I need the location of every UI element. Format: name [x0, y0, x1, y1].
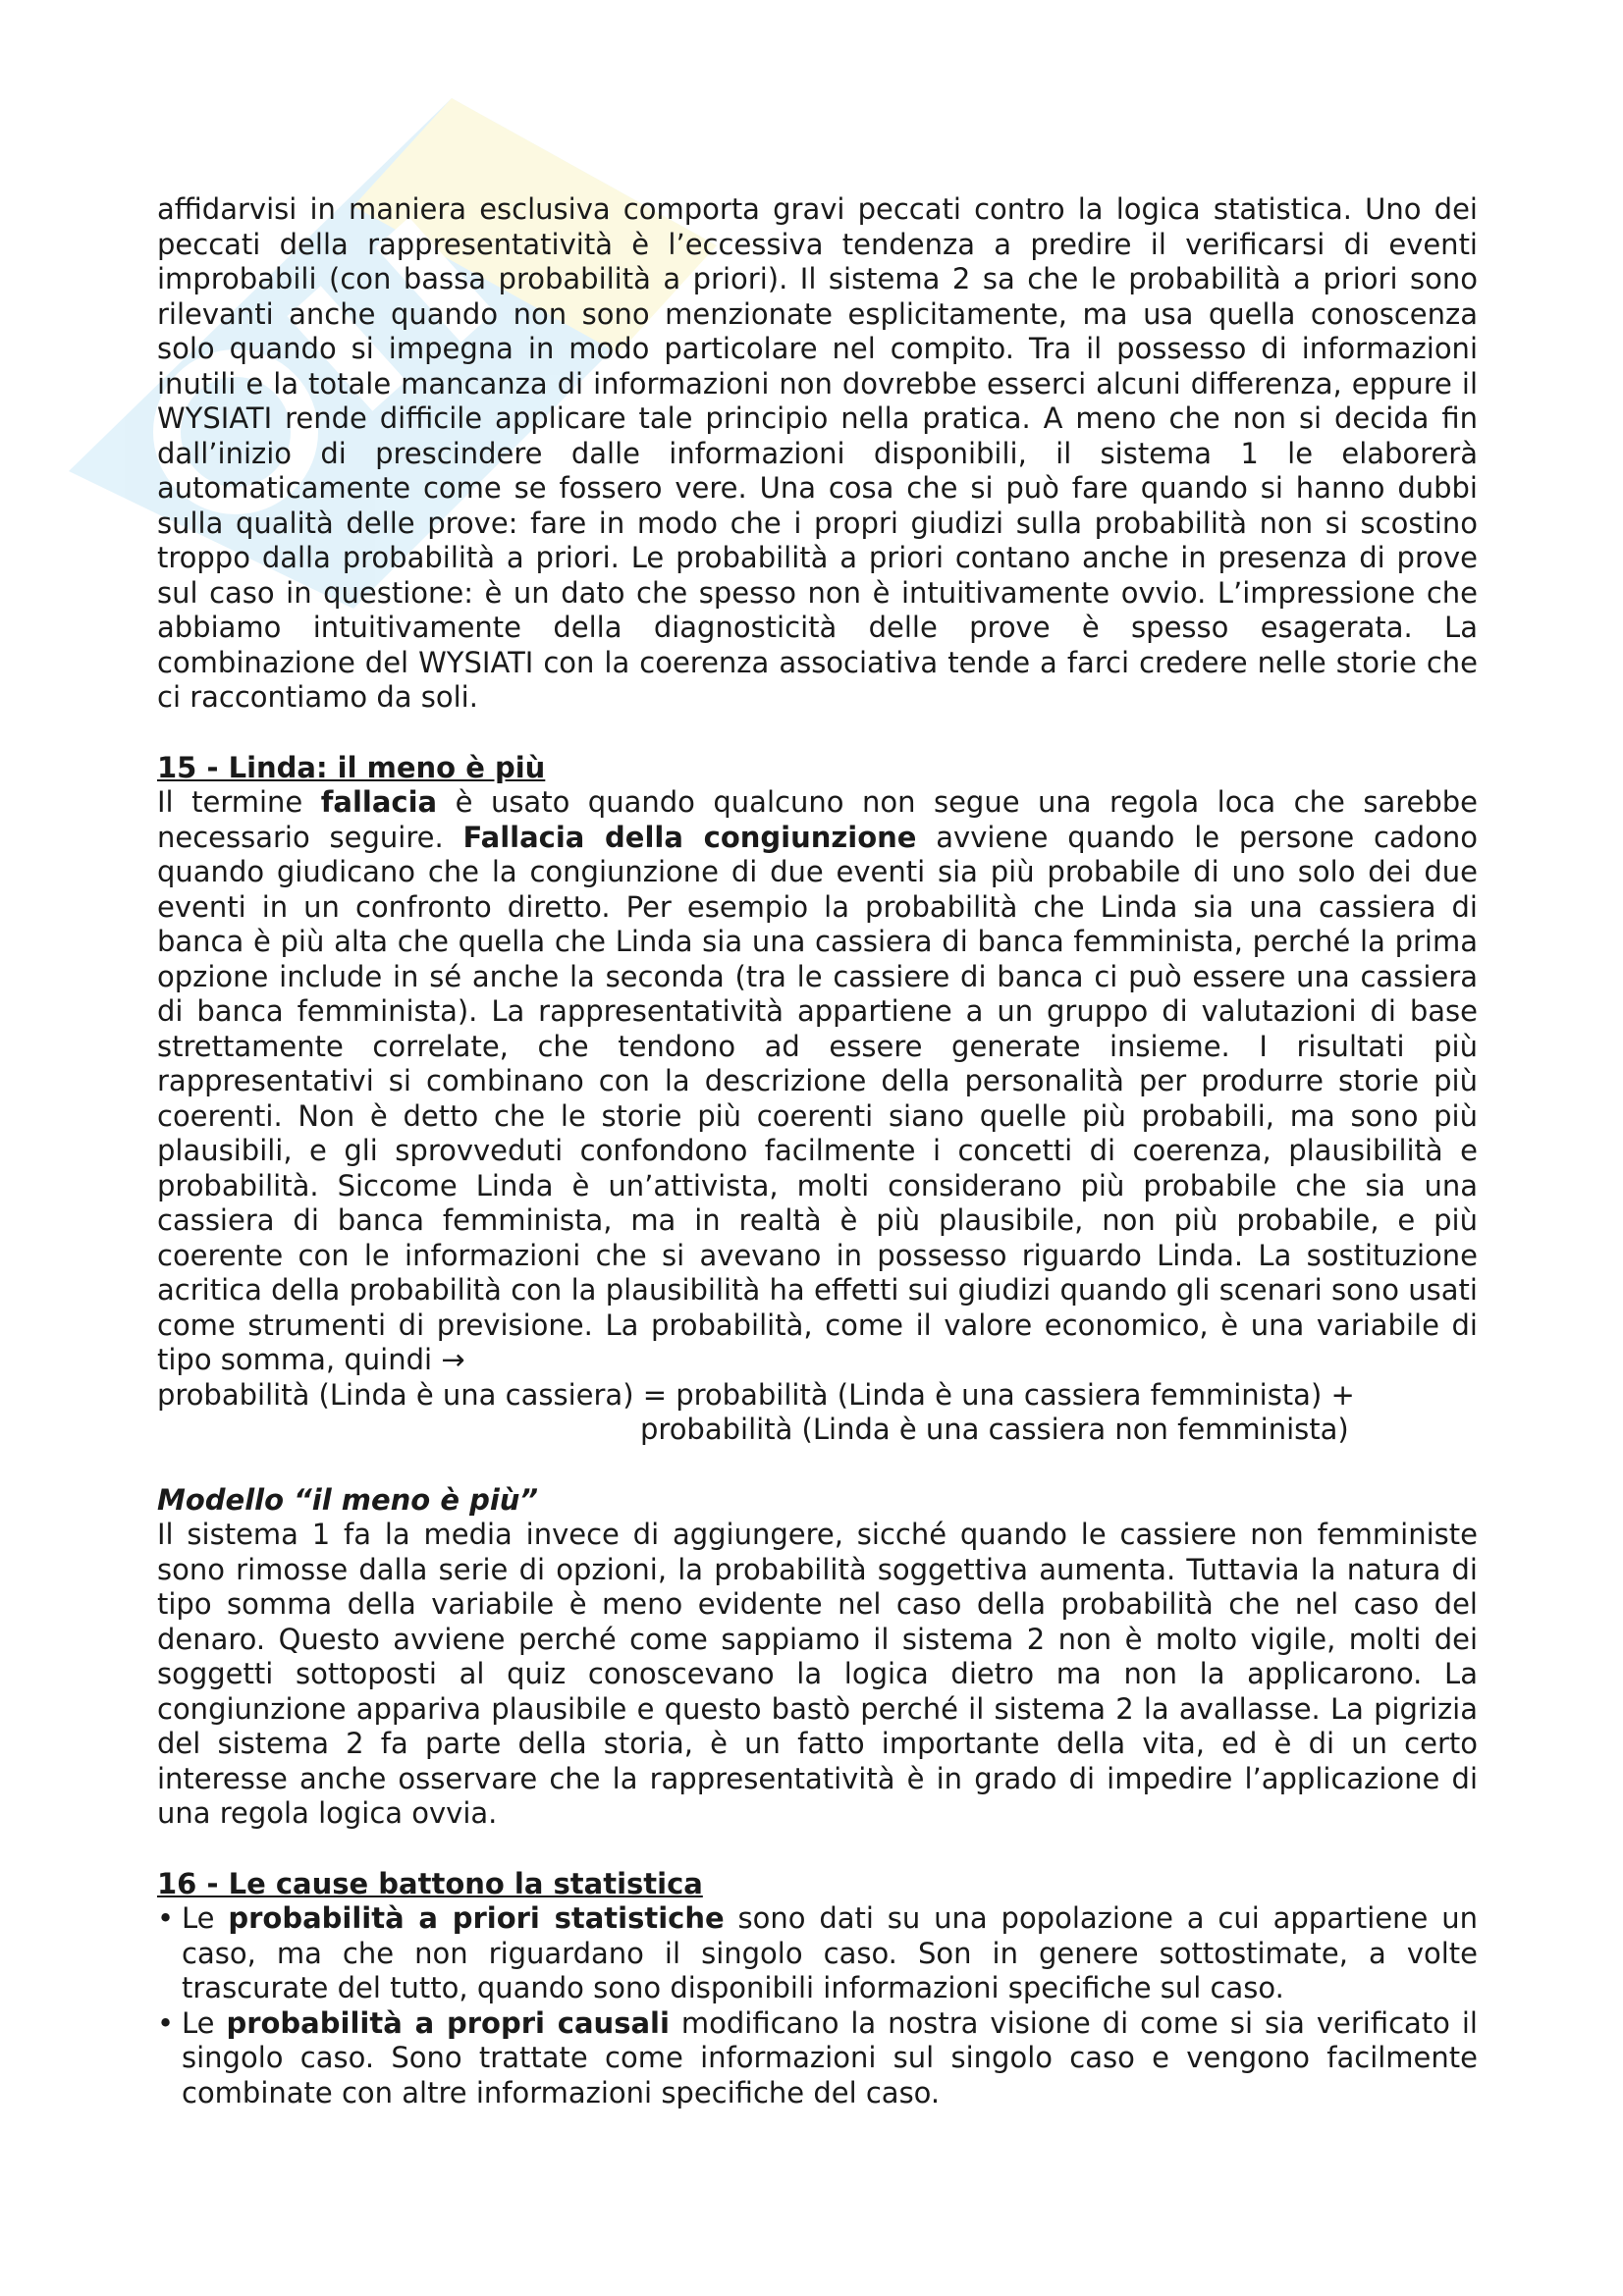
- formula-line-2: probabilità (Linda è una cassiera non femminista): [640, 1413, 1349, 1446]
- text-run: Il termine: [157, 785, 321, 819]
- section-16-list: [157, 1901, 1478, 2110]
- term-fallacia-congiunzione: Fallacia della congiunzione: [462, 820, 917, 854]
- term-probabilita-statistiche: probabilità a priori statistiche: [228, 1901, 725, 1935]
- spacer: [157, 716, 1478, 751]
- text-run: modificano la nostra visione di come si sia verificato il singolo caso. Sono trattate come informazioni sul singolo caso e vengono facilmente combinate con altre informazioni specifiche del caso.: [182, 2005, 1478, 2109]
- bullet-icon: •: [157, 1901, 175, 1935]
- bullet-icon: •: [157, 2005, 175, 2040]
- text-run: sono dati su una popolazione a cui appartiene un caso, ma che non riguardano il singolo caso. Son in genere sottostimate, a volte trascurate del tutto, quando sono disponibili informazioni specifiche sul caso.: [182, 1901, 1478, 2004]
- document-page: [157, 192, 1478, 2110]
- formula-line-1: probabilità (Linda è una cassiera) = probabilità (Linda è una cassiera femminista) +: [157, 1377, 1355, 1412]
- text-run: avviene quando le persone cadono quando giudicano che la congiunzione di due eventi sia più probabile di uno solo dei due eventi in un confronto diretto. Per esempio la probabilità che Linda sia una cassiera di banca è più alta che quella che Linda sia una cassiera di banca femminista, perché la prima opzione include in sé anche la seconda (tra le cassiere di banca ci può essere una cassiera di banca femminista). La rappresentatività appartiene a un gruppo di valutazioni di base strettamente correlate, che tendono ad essere generate insieme. I risultati più rappresentativi si combinano con la descrizione della personalità per produrre storie più coerenti. Non è detto che le storie più coerenti siano quelle più probabili, ma sono più plausibili, e gli sprovveduti confondono facilmente i concetti di coerenza, plausibilità e probabilità. Siccome Linda è un’attivista, molti considerano più probabile che sia una cassiera di banca femminista, ma in realtà è più plausibile, non più probabile, e più coerente con le informazioni che si avevano in possesso riguardo Linda. La sostituzione acritica della probabilità con la plausibilità ha effetti sui giudizi quando gli scenari sono usati come strumenti di previsione. La probabilità, come il valore economico, è una variabile di tipo somma, quindi →: [157, 820, 1478, 1376]
- list-item: [157, 2006, 1478, 2111]
- spacer: [157, 1448, 1478, 1483]
- section-15-heading: 15 - Linda: il meno è più: [157, 750, 546, 784]
- intro-paragraph: affidarvisi in maniera esclusiva comporta gravi peccati contro la logica statistica. Uno dei peccati della rappresentatività è l’eccessiva tendenza a predire il verificarsi di eventi improbabili (con bassa probabilità a priori). Il sistema 2 sa che le probabilità a priori sono rilevanti anche quando non sono menzionate esplicitamente, ma usa quella conoscenza solo quando si impegna in modo particolare nel compito. Tra il possesso di informazioni inutili e la totale mancanza di informazioni non dovrebbe esserci alcuni differenza, eppure il WYSIATI rende difficile applicare tale principio nella pratica. A meno che non si decida fin dall’inizio di prescindere dalle informazioni disponibili, il sistema 1 le elaborerà automaticamente come se fossero vere. Una cosa che si può fare quando si hanno dubbi sulla qualità delle prove: fare in modo che i propri giudizi sulla probabilità non si scostino troppo dalla probabilità a priori. Le probabilità a priori contano anche in presenza di prove sul caso in questione: è un dato che spesso non è intuitivamente ovvio. L’impressione che abbiamo intuitivamente della diagnosticità delle prove è spesso esagerata. La combinazione del WYSIATI con la coerenza associativa tende a farci credere nelle storie che ci raccontiamo da soli.: [157, 192, 1478, 714]
- text-run: è usato quando qualcuno non segue una regola loca che sarebbe necessario seguire.: [157, 785, 1478, 854]
- list-item: [157, 1901, 1478, 2006]
- section-15-paragraph: [157, 785, 1478, 1378]
- term-fallacia: fallacia: [320, 785, 438, 819]
- term-probabilita-causali: probabilità a propri causali: [226, 2005, 670, 2040]
- spacer: [157, 1832, 1478, 1867]
- modello-heading: Modello “il meno è più”: [157, 1482, 539, 1517]
- section-16-heading: 16 - Le cause battono la statistica: [157, 1866, 703, 1900]
- text-run: Le: [182, 1901, 229, 1935]
- modello-paragraph: Il sistema 1 fa la media invece di aggiungere, sicché quando le cassiere non femministe sono rimosse dalla serie di opzioni, la probabilità soggettiva aumenta. Tuttavia la natura di tipo somma della variabile è meno evidente nel caso della probabilità che nel caso del denaro. Questo avviene perché come sappiamo il sistema 2 non è molto vigile, molti dei soggetti sottoposti al quiz conoscevano la logica dietro ma non la applicarono. La congiunzione appariva plausibile e questo bastò perché il sistema 2 la avallasse. La pigrizia del sistema 2 fa parte della storia, è un fatto importante della vita, ed è di un certo interesse anche osservare che la rappresentatività è in grado di impedire l’applicazione di una regola logica ovvia.: [157, 1518, 1478, 1830]
- text-run: Le: [182, 2005, 227, 2040]
